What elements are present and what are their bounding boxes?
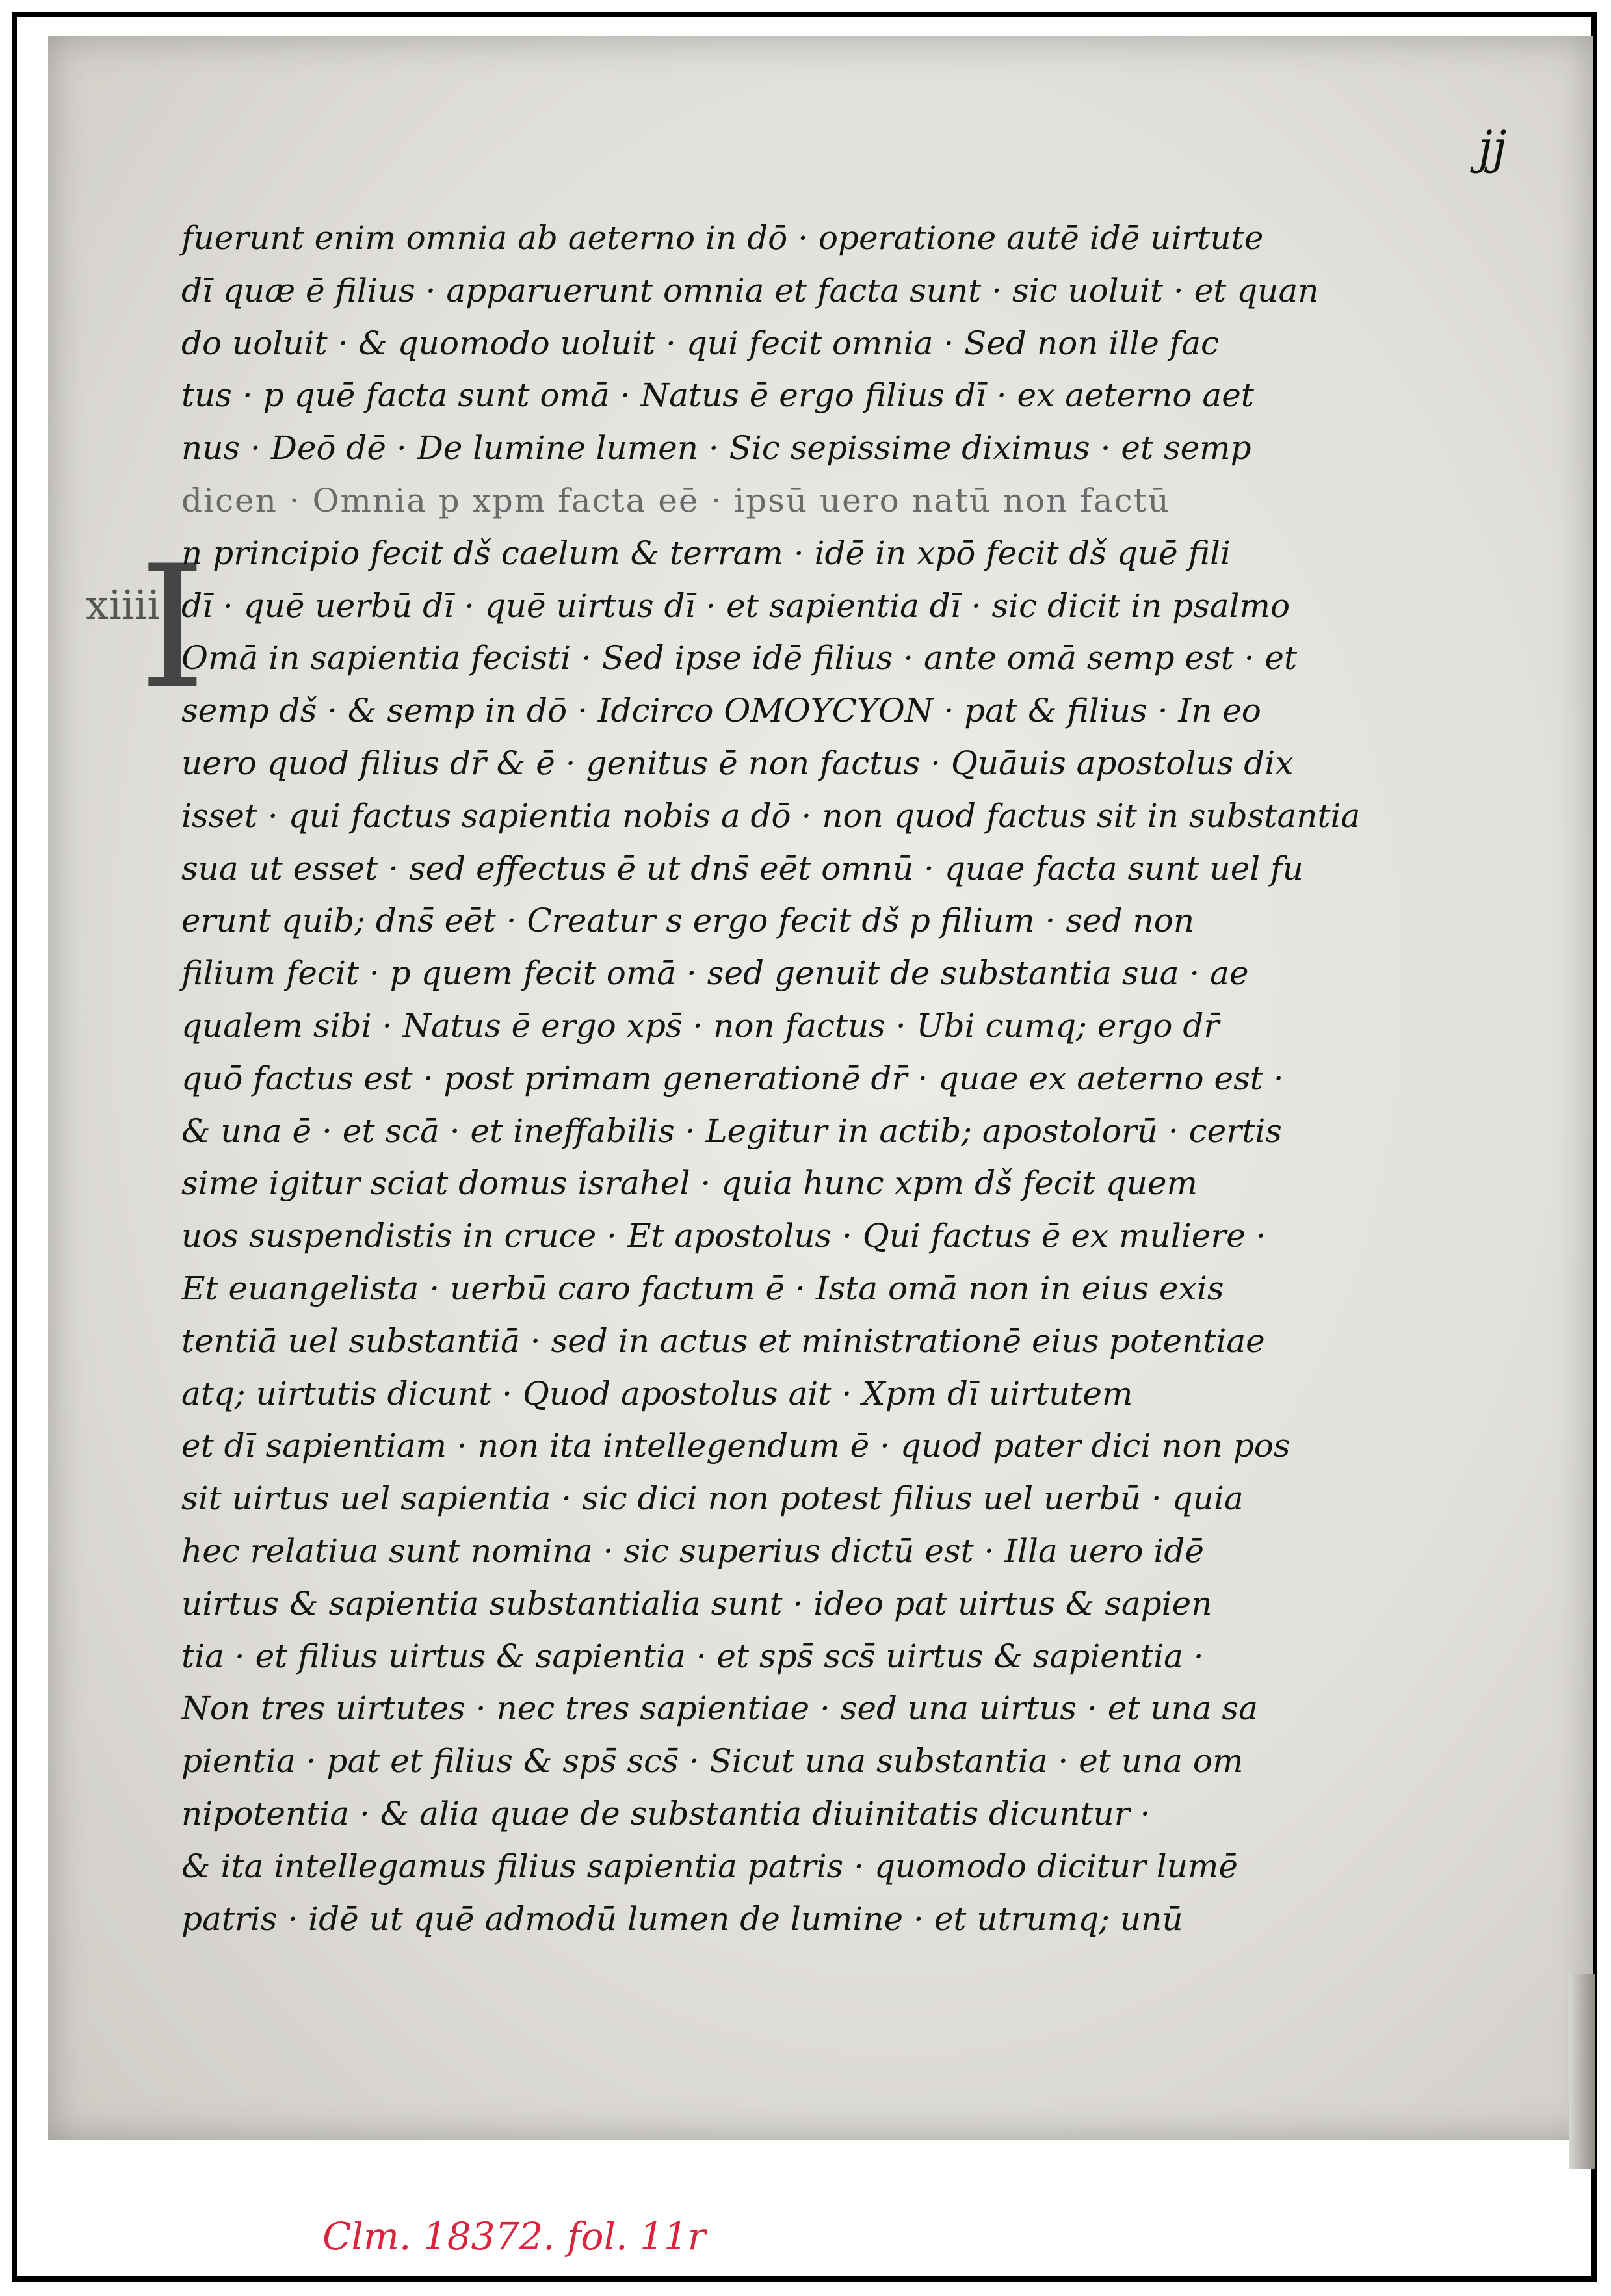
- text-line: isset · qui factus sapientia nobis a dō · non quod factus sit in substantia: [181, 796, 1361, 835]
- text-line: Omā in sapientia fecisti · Sed ipse idē filius · ante omā semp est · et: [181, 639, 1298, 677]
- text-line: do uoluit · & quomodo uoluit · qui fecit omnia · Sed non ille fac: [181, 324, 1220, 362]
- margin-chapter-mark: xiiii: [86, 581, 161, 629]
- binding-edge: [1569, 1974, 1595, 2169]
- text-line: dī quæ ē filius · apparuerunt omnia et facta sunt · sic uoluit · et quan: [181, 271, 1319, 309]
- text-line: tus · p quē facta sunt omā · Natus ē ergo filius dī · ex aeterno aet: [181, 376, 1254, 415]
- folio-number: jj: [1478, 121, 1507, 174]
- text-line: patris · idē ut quē admodū lumen de lumine · et utrumq; unū: [181, 1899, 1183, 1938]
- text-line: hec relatiua sunt nomina · sic superius dictū est · Illa uero idē: [181, 1532, 1204, 1570]
- text-line: sit uirtus uel sapientia · sic dici non potest filius uel uerbū · quia: [181, 1480, 1244, 1518]
- text-line: tia · et filius uirtus & sapientia · et sps̄ scs̄ uirtus & sapientia ·: [181, 1637, 1204, 1675]
- text-line: & una ē · et scā · et ineffabilis · Legitur in actib; apostolorū · certis: [181, 1112, 1282, 1150]
- text-line: dī · quē uerbū dī · quē uirtus dī · et sapientia dī · sic dicit in psalmo: [181, 586, 1290, 625]
- decorated-initial: I: [139, 530, 206, 726]
- text-line: tentiā uel substantiā · sed in actus et ministrationē eius potentiae: [181, 1322, 1265, 1360]
- manuscript-text: [181, 212, 1436, 1945]
- text-line: fuerunt enim omnia ab aeterno in dō · operatione autē idē uirtute: [181, 219, 1264, 257]
- text-line: erunt quib; dns̄ eēt · Creatur s ergo fecit dš p filium · sed non: [181, 902, 1195, 940]
- text-line: Non tres uirtutes · nec tres sapientiae · sed una uirtus · et una sa: [181, 1689, 1258, 1728]
- text-line: quō factus est · post primam generationē dr̄ · quae ex aeterno est ·: [181, 1059, 1284, 1097]
- text-line: nipotentia · & alia quae de substantia diuinitatis dicuntur ·: [181, 1794, 1151, 1833]
- text-line: atq; uirtutis dicunt · Quod apostolus ait · Xpm dī uirtutem: [181, 1374, 1133, 1413]
- text-line: filium fecit · p quem fecit omā · sed genuit de substantia sua · ae: [181, 954, 1249, 993]
- text-line: & ita intellegamus filius sapientia patris · quomodo dicitur lumē: [181, 1847, 1238, 1885]
- text-line: Et euangelista · uerbū caro factum ē · Ista omā non in eius exis: [181, 1269, 1224, 1307]
- text-line: sime igitur sciat domus israhel · quia hunc xpm dš fecit quem: [181, 1164, 1198, 1203]
- text-line: uero quod filius dr̄ & ē · genitus ē non factus · Quāuis apostolus dix: [181, 744, 1294, 782]
- text-line: qualem sibi · Natus ē ergo xps̄ · non factus · Ubi cumq; ergo dr̄: [181, 1006, 1220, 1045]
- text-line: n principio fecit dš caelum & terram · idē in xpō fecit dš quē fili: [181, 534, 1231, 572]
- text-line: nus · Deō dē · De lumine lumen · Sic sepissime diximus · et semp: [181, 429, 1251, 467]
- text-line: uos suspendistis in cruce · Et apostolus · Qui factus ē ex muliere ·: [181, 1217, 1266, 1255]
- text-line: sua ut esset · sed effectus ē ut dns̄ eēt omnū · quae facta sunt uel fu: [181, 849, 1303, 887]
- shelfmark-annotation: Clm. 18372. fol. 11r: [322, 2214, 706, 2258]
- text-line: semp dš · & semp in dō · Idcirco ΟΜΟΥCΥΟΝ · pat & filius · In eo: [181, 692, 1261, 730]
- text-line: et dī sapientiam · non ita intellegendum ē · quod pater dici non pos: [181, 1427, 1290, 1465]
- text-line: pientia · pat et filius & sps̄ scs̄ · Sicut una substantia · et una om: [181, 1742, 1244, 1781]
- rubric-line: dicen · Omnia p xpm facta eē · ipsū uero natū non factū: [181, 481, 1170, 519]
- text-line: uirtus & sapientia substantialia sunt · ideo pat uirtus & sapien: [181, 1584, 1212, 1623]
- image-frame: [12, 12, 1597, 2282]
- manuscript-page: [48, 36, 1593, 2140]
